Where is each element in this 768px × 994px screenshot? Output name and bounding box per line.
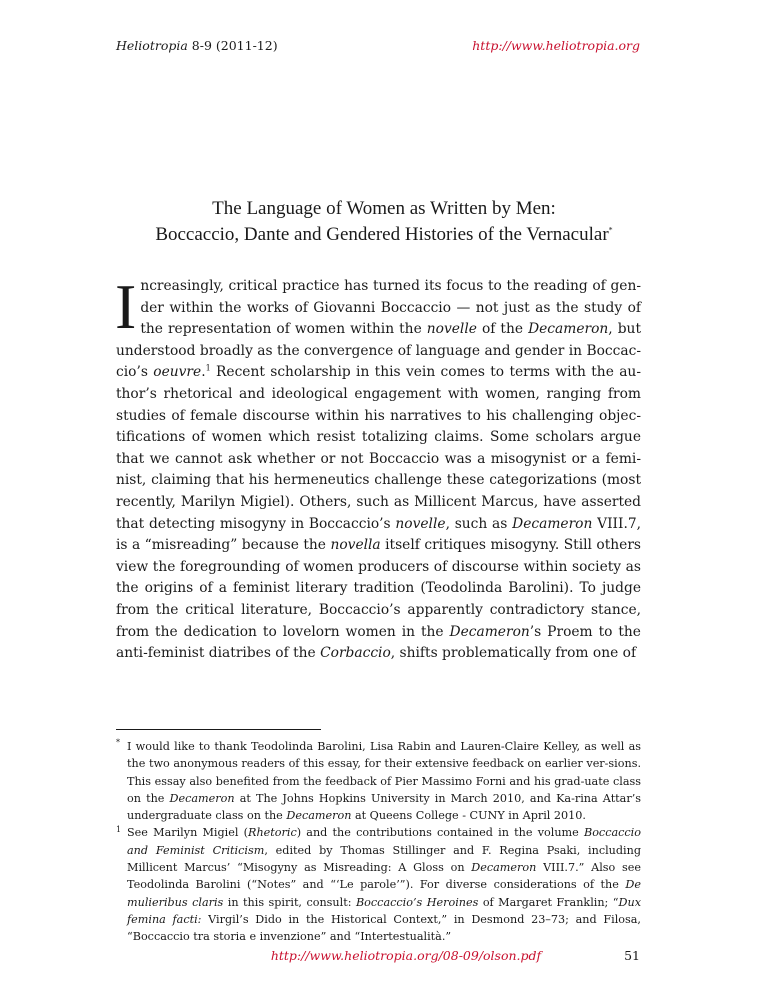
footnote-divider	[116, 729, 321, 730]
footnote-1: 1 See Marilyn Migiel (Rhetoric) and the contributions contained in the volume Boccaccio and Feminist Criticism, edited by Thomas Stillinger and F. Regina Psaki, including Millicent Marcus’ “Misogyny as Misreading: A Gloss on Decameron VIII.7.” Also see Teodolinda Barolini (“Notes” and “‘Le parole’”). For diverse considerations of the De mulieribus claris in this spirit, consult: Boccaccio’s Heroines of Margaret Franklin; “Dux femina facti: Virgil’s Dido in the Historical Context,” in Desmond 23–73; and Filosa, “Boccaccio tra storia e invenzione” and “Intertestualità.”	[116, 824, 641, 944]
running-header	[116, 38, 278, 53]
footnote-ref-1[interactable]: 1	[205, 363, 211, 373]
article-title	[100, 196, 668, 248]
body-paragraph	[115, 271, 642, 665]
journal-name: Heliotropia	[116, 38, 188, 53]
drop-cap: I	[115, 271, 137, 342]
paragraph: Increasingly, critical practice has turned its focus to the reading of gen-der within the works of Giovanni Boccaccio — not just as the study of the representation of women within the novelle of the Decameron, but understood broadly as the convergence of language and gender in Boccac-cio’s oeuvre.$^1$ Recent scholarship in this vein comes to terms with the au-thor’s rhetorical and ideological engagement with women, ranging from studies of female discourse within his narratives to his challenging objec-tifications of women which resist totalizing claims. Some scholars argue that we cannot ask whether or not Boccaccio was a misogynist or a femi-nist, claiming that his hermeneutics challenge these categorizations (most recently, Marilyn Migiel). Others, such as Millicent Marcus, have asserted that detecting misogyny in Boccaccio’s novelle, such as Decameron VIII.7, is a “misreading” because the novella itself critiques misogyny. Still others view the foregrounding of women producers of discourse within society as the origins of a feminist literary tradition (Teodolinda Barolini). To judge from the critical literature, Boccaccio’s apparently contradictory stance, from the dedication to lovelorn women in the Decameron’s Proem to the anti-feminist diatribes of the Corbaccio, shifts problematically from one of	[115, 271, 642, 662]
footnotes	[116, 738, 641, 946]
title-line-2: Boccaccio, Dante and Gendered Histories of the Vernacular*	[155, 224, 613, 245]
title-note-mark[interactable]: *	[608, 225, 613, 235]
page-number: 51	[624, 948, 640, 963]
journal-volume: 8-9 (2011-12)	[191, 38, 278, 53]
footnote-star: * I would like to thank Teodolinda Barolini, Lisa Rabin and Lauren-Claire Kelley, as well as the two anonymous readers of this essay, for their extensive feedback on earlier ver-sions. This essay also benefited from the feedback of Pier Massimo Forni and his grad-uate class on the Decameron at The Johns Hopkins University in March 2010, and Ka-rina Attar’s undergraduate class on the Decameron at Queens College - CUNY in April 2010.	[116, 738, 641, 823]
footer-url-link[interactable]: http://www.heliotropia.org/08-09/olson.pdf	[270, 948, 542, 963]
title-line-1: The Language of Women as Written by Men:	[212, 198, 556, 219]
header-url-link[interactable]: http://www.heliotropia.org	[472, 38, 640, 53]
